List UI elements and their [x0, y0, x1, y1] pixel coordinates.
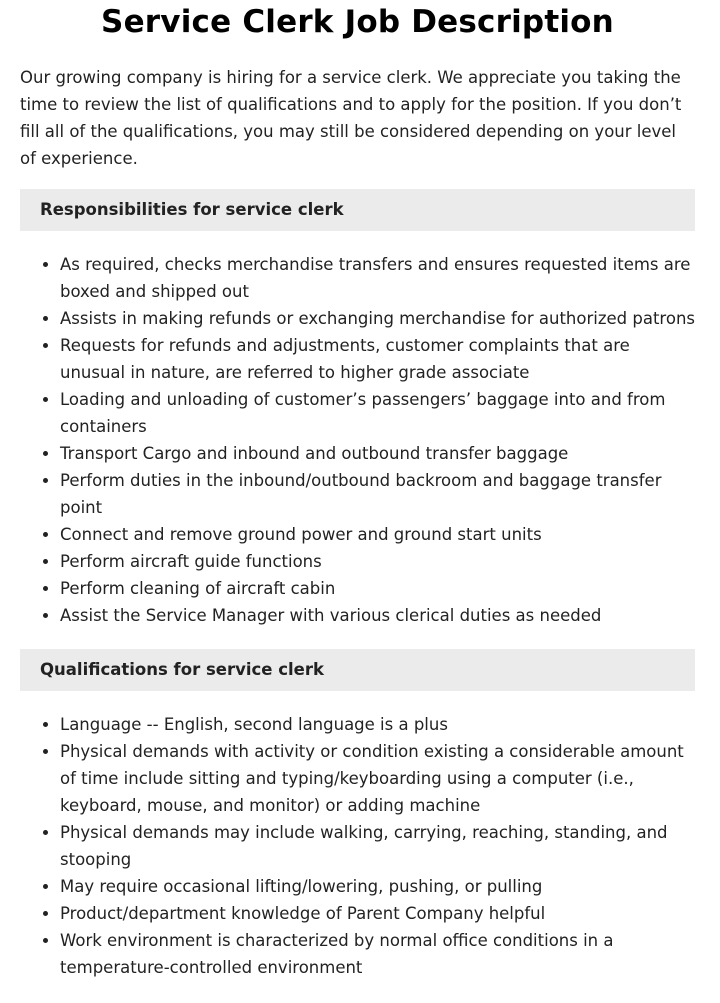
list-item: • Perform aircraft guide functions — [60, 548, 695, 575]
responsibilities-heading: Responsibilities for service clerk — [20, 189, 695, 231]
qualifications-heading: Qualifications for service clerk — [20, 649, 695, 691]
list-item: • Language -- English, second language is a plus — [60, 711, 695, 738]
list-item: • Loading and unloading of customer’s passengers’ baggage into and from containers — [60, 386, 695, 440]
list-item: • May require occasional lifting/lowering, pushing, or pulling — [60, 873, 695, 900]
list-item: • Transport Cargo and inbound and outbound transfer baggage — [60, 440, 695, 467]
page-title: Service Clerk Job Description — [101, 4, 614, 40]
list-item: • Perform duties in the inbound/outbound backroom and baggage transfer point — [60, 467, 695, 521]
responsibilities-list — [20, 251, 695, 629]
list-item: • Work environment is characterized by normal office conditions in a temperature-controlled environment — [60, 927, 695, 981]
list-item: • Assist the Service Manager with various clerical duties as needed — [60, 602, 695, 629]
list-item: • Requests for refunds and adjustments, customer complaints that are unusual in nature, are referred to higher grade associate — [60, 332, 695, 386]
qualifications-list — [20, 711, 695, 981]
list-item: • As required, checks merchandise transfers and ensures requested items are boxed and shipped out — [60, 251, 695, 305]
list-item: • Product/department knowledge of Parent Company helpful — [60, 900, 695, 927]
list-item: • Assists in making refunds or exchanging merchandise for authorized patrons — [60, 305, 695, 332]
list-item: • Physical demands with activity or condition existing a considerable amount of time include sitting and typing/keyboarding using a computer (i.e., keyboard, mouse, and monitor) or adding machine — [60, 738, 695, 819]
list-item: • Connect and remove ground power and ground start units — [60, 521, 695, 548]
list-item: • Physical demands may include walking, carrying, reaching, standing, and stooping — [60, 819, 695, 873]
intro-paragraph: Our growing company is hiring for a service clerk. We appreciate you taking the time to review the list of qualifications and to apply for the position. If you don’t fill all of the qualifications, you may still be considered depending on your level of experience. — [20, 68, 682, 168]
list-item: • Perform cleaning of aircraft cabin — [60, 575, 695, 602]
